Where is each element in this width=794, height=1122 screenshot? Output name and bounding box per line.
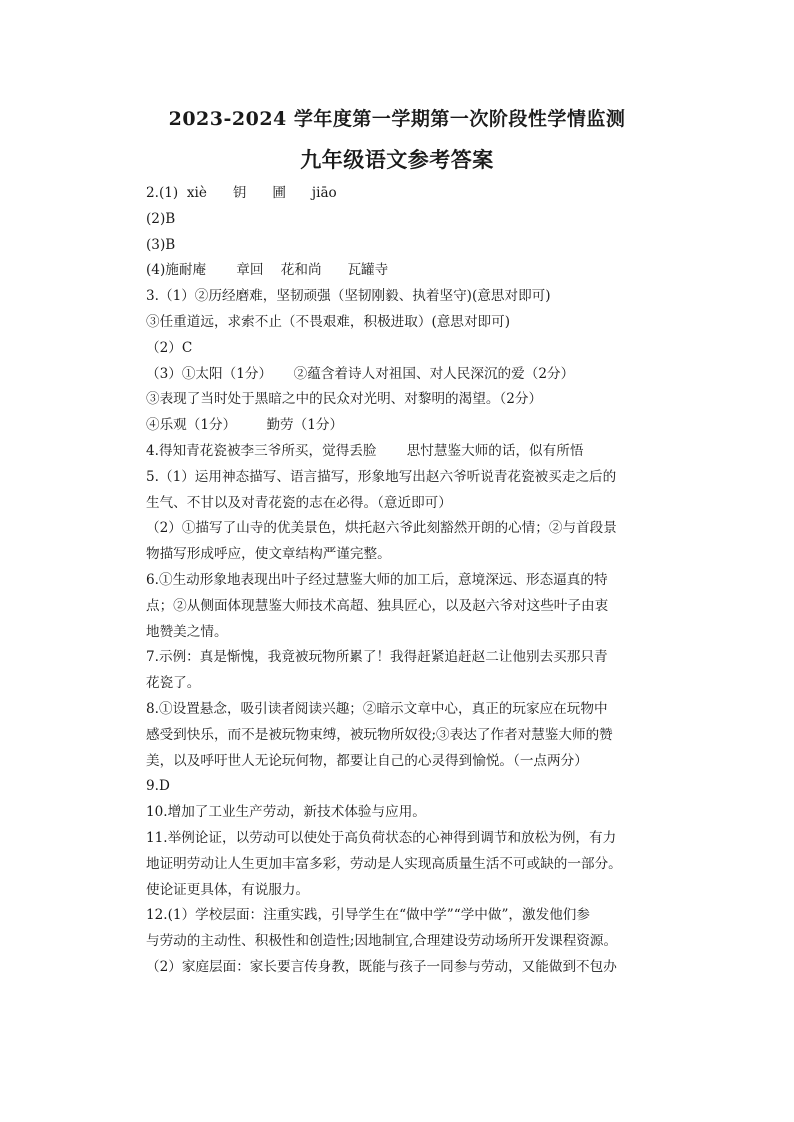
answer-line: 5.（1）运用神态描写、语言描写，形象地写出赵六爷听说青花瓷被买走之后的 [146, 468, 617, 485]
answer-line: 3.（1）②历经磨难，坚韧顽强（坚韧刚毅、执着坚守)(意思对即可) [146, 288, 551, 305]
answer-line: 使论证更具体，有说服力。 [146, 881, 310, 898]
page-title: 2023-2024 学年度第一学期第一次阶段性学情监测 [168, 108, 626, 130]
answer-line: 感受到快乐，而不是被玩物束缚，被玩物所奴役;③表达了作者对慧鉴大师的赞 [146, 726, 613, 743]
answer-line: 4.得知青花瓷被李三爷所买，觉得丢脸 思忖慧鉴大师的话，似有所悟 [146, 442, 584, 459]
answer-line: 地赞美之情。 [146, 623, 228, 640]
answer-line: 花瓷了。 [146, 675, 201, 692]
answer-line: 12.(1）学校层面：注重实践，引导学生在“做中学”“学中做”，激发他们参 [146, 907, 590, 924]
answer-line: 地证明劳动让人生更加丰富多彩，劳动是人实现高质量生活不可或缺的一部分。 [146, 855, 622, 872]
answer-line: 点；②从侧面体现慧鉴大师技术高超、独具匠心，以及赵六爷对这些叶子由衷 [146, 597, 609, 614]
answer-line: 与劳动的主动性、积极性和创造性;因地制宜,合理建设劳动场所开发课程资源。 [146, 933, 618, 950]
answer-line: （2）①描写了山寺的优美景色，烘托赵六爷此刻豁然开朗的心情；②与首段景 [146, 520, 617, 537]
answer-line: 物描写形成呼应，使文章结构严谨完整。 [146, 546, 391, 563]
answer-line: （2）家庭层面：家长要言传身教，既能与孩子一同参与劳动，又能做到不包办 [146, 958, 617, 975]
answer-line: ③表现了当时处于黑暗之中的民众对光明、对黎明的渴望。（2分） [146, 391, 543, 408]
answer-line: ③任重道远，求索不止（不畏艰难，积极进取）(意思对即可) [146, 313, 511, 330]
answer-line: 11.举例论证，以劳动可以使处于高负荷状态的心神得到调节和放松为例，有力 [146, 829, 617, 846]
answer-line: （3）①太阳（1分） ②蕴含着诗人对祖国、对人民深沉的爱（2分） [146, 365, 575, 382]
answer-line: 6.①生动形象地表现出叶子经过慧鉴大师的加工后，意境深远、形态逼真的特 [146, 571, 608, 588]
answer-line: 7.示例：真是惭愧，我竟被玩物所累了！我得赶紧追赶赵二让他别去买那只青 [146, 649, 608, 666]
answer-line: 美，以及呼吁世人无论玩何物，都要让自己的心灵得到愉悦。（一点两分） [146, 752, 588, 769]
answer-line: (4)施耐庵 章回 花和尚 瓦罐寺 [146, 262, 389, 279]
answer-line: 生气、不甘以及对青花瓷的志在必得。（意近即可） [146, 494, 452, 511]
answer-content [146, 181, 676, 981]
answer-line: 10.增加了工业生产劳动，新技术体验与应用。 [146, 804, 426, 821]
answer-line: 9.D [146, 778, 170, 795]
page-subtitle: 九年级语文参考答案 [300, 147, 494, 172]
answer-line: ④乐观（1分） 勤劳（1分） [146, 417, 344, 434]
answer-line: 8.①设置悬念，吸引读者阅读兴趣；②暗示文章中心，真正的玩家应在玩物中 [146, 700, 608, 717]
answer-line: (3)B [146, 236, 176, 253]
answer-line: 2.(1) xiè 钥 圃 jiāo [146, 185, 337, 201]
answer-line: （2）C [146, 339, 193, 356]
answer-line: (2)B [146, 210, 176, 227]
